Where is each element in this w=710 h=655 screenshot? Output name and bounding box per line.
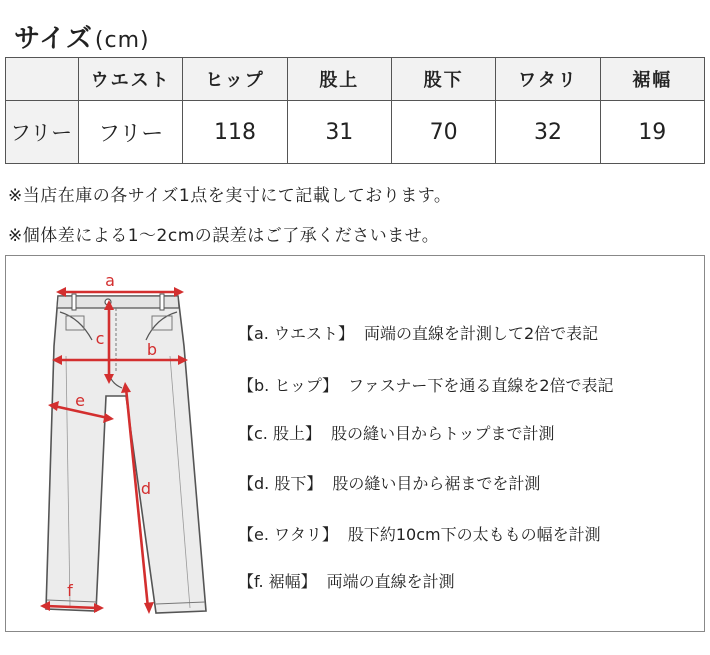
legend-text: 両端の直線を計測して2倍で表記 bbox=[363, 324, 599, 343]
legend-item-waist bbox=[238, 321, 598, 344]
measure-e-label: e bbox=[75, 391, 85, 410]
title-text: サイズ bbox=[14, 24, 93, 54]
cell-inseam: 70 bbox=[391, 101, 495, 164]
header-waist: ウエスト bbox=[79, 58, 183, 101]
note-tolerance: ※個体差による1〜2cmの誤差はご了承くださいませ。 bbox=[8, 226, 440, 246]
legend-item-inseam bbox=[238, 471, 540, 494]
legend-item-rise bbox=[238, 421, 555, 444]
cell-waist: フリー bbox=[79, 101, 183, 164]
measure-a-label: a bbox=[105, 271, 115, 290]
table-header-row bbox=[6, 58, 705, 101]
legend-text: 股下約10cm下の太ももの幅を計測 bbox=[347, 525, 601, 544]
cell-hip: 118 bbox=[183, 101, 287, 164]
legend-key: 【e. ワタリ】 bbox=[238, 525, 338, 544]
measure-b-label: b bbox=[146, 340, 158, 359]
header-blank bbox=[6, 58, 79, 101]
cell-thigh: 32 bbox=[496, 101, 600, 164]
measure-f-arrow-right bbox=[94, 603, 104, 613]
legend-text: ファスナー下を通る直線を2倍で表記 bbox=[348, 376, 614, 395]
measure-a-arrow-right bbox=[174, 287, 184, 297]
measure-d-label: d bbox=[140, 479, 152, 498]
measure-d-arrow-bottom bbox=[144, 602, 154, 614]
note-measurement: ※当店在庫の各サイズ1点を実寸にて記載しております。 bbox=[8, 186, 452, 206]
header-thigh: ワタリ bbox=[496, 58, 600, 101]
legend-key: 【d. 股下】 bbox=[238, 474, 323, 493]
legend-key: 【b. ヒップ】 bbox=[238, 376, 339, 395]
cell-rise: 31 bbox=[287, 101, 391, 164]
legend-item-hip bbox=[238, 373, 614, 396]
pants-outline bbox=[46, 296, 206, 613]
header-hip: ヒップ bbox=[183, 58, 287, 101]
table-row bbox=[6, 101, 705, 164]
legend-item-thigh bbox=[238, 522, 601, 545]
legend-key: 【f. 裾幅】 bbox=[238, 572, 317, 591]
size-table bbox=[5, 57, 705, 164]
measure-f-label: f bbox=[67, 581, 73, 600]
legend-key: 【c. 股上】 bbox=[238, 424, 321, 443]
legend-item-hem bbox=[238, 569, 455, 592]
header-inseam: 股下 bbox=[391, 58, 495, 101]
legend-text: 両端の直線を計測 bbox=[326, 572, 455, 591]
cell-hem: 19 bbox=[600, 101, 704, 164]
header-rise: 股上 bbox=[287, 58, 391, 101]
page-title bbox=[14, 18, 150, 55]
measure-c-label: c bbox=[95, 329, 105, 348]
legend-key: 【a. ウエスト】 bbox=[238, 324, 354, 343]
belt-loop bbox=[72, 294, 76, 310]
legend-text: 股の縫い目から裾までを計測 bbox=[332, 474, 541, 493]
row-size-label: フリー bbox=[6, 101, 79, 164]
measurement-diagram bbox=[5, 255, 705, 632]
title-unit: (cm) bbox=[94, 28, 150, 53]
legend-text: 股の縫い目からトップまで計測 bbox=[330, 424, 555, 443]
header-hem: 裾幅 bbox=[600, 58, 704, 101]
measure-f-arrow-left bbox=[40, 601, 50, 611]
belt-loop bbox=[160, 294, 164, 310]
pants-illustration bbox=[6, 256, 236, 631]
